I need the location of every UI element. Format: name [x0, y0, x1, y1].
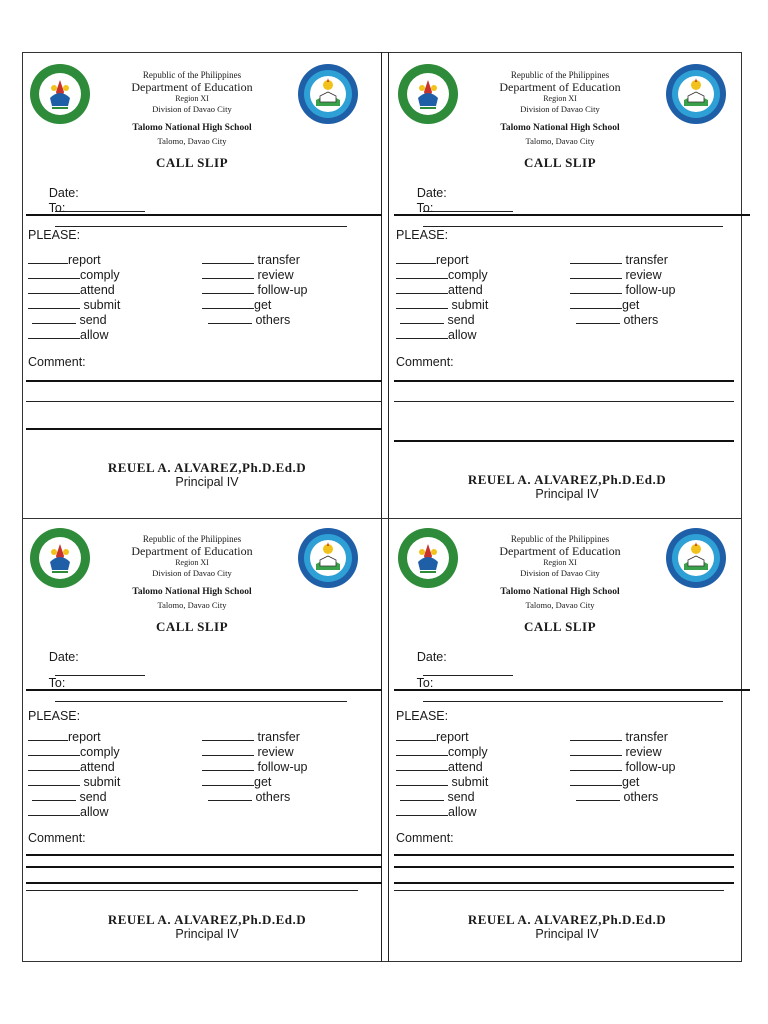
- option-send[interactable]: send: [400, 789, 475, 804]
- principal-position: Principal IV: [175, 475, 239, 489]
- principal-name: REUEL A. ALVAREZ,Ph.D.Ed.D: [107, 912, 307, 927]
- option-review[interactable]: review: [202, 267, 294, 282]
- to-label: To:: [416, 676, 434, 690]
- option-follow-up[interactable]: follow-up: [202, 759, 308, 774]
- department-text: Department of Education: [499, 80, 621, 94]
- to-label: To:: [48, 676, 66, 690]
- option-transfer[interactable]: transfer: [202, 729, 300, 744]
- option-attend[interactable]: attend: [396, 759, 483, 774]
- school-name: Talomo National High School: [132, 123, 252, 133]
- option-attend[interactable]: attend: [396, 282, 483, 297]
- option-submit[interactable]: submit: [396, 774, 488, 789]
- to-field[interactable]: [55, 215, 347, 227]
- principal-name: REUEL A. ALVAREZ,Ph.D.Ed.D: [107, 460, 307, 475]
- to-label: To:: [48, 201, 66, 215]
- option-attend[interactable]: attend: [28, 759, 115, 774]
- slip-title: CALL SLIP: [523, 619, 597, 634]
- option-report[interactable]: report: [28, 729, 101, 744]
- slip-title: CALL SLIP: [155, 155, 229, 170]
- to-label: To:: [416, 201, 434, 215]
- principal-name: REUEL A. ALVAREZ,Ph.D.Ed.D: [467, 912, 667, 927]
- please-label: PLEASE:: [28, 228, 81, 242]
- option-submit[interactable]: submit: [28, 774, 120, 789]
- option-allow[interactable]: allow: [28, 327, 109, 342]
- date-label: Date:: [48, 650, 79, 664]
- school-location: Talomo, Davao City: [157, 600, 227, 610]
- header-rule: [394, 689, 750, 691]
- davao-division-seal-icon: [396, 62, 460, 126]
- comment-label: Comment:: [28, 831, 86, 845]
- comment-line[interactable]: [394, 401, 734, 402]
- call-slip-3: [22, 516, 378, 982]
- division-text: Division of Davao City: [152, 104, 232, 114]
- comment-line[interactable]: [394, 440, 734, 442]
- option-send[interactable]: send: [400, 312, 475, 327]
- to-field[interactable]: [55, 690, 347, 702]
- department-text: Department of Education: [131, 80, 253, 94]
- option-comply[interactable]: comply: [396, 744, 488, 759]
- school-location: Talomo, Davao City: [157, 136, 227, 146]
- option-others[interactable]: others: [208, 789, 290, 804]
- principal-position: Principal IV: [535, 487, 599, 501]
- please-label: PLEASE:: [396, 709, 449, 723]
- option-others[interactable]: others: [576, 789, 658, 804]
- option-comply[interactable]: comply: [28, 267, 120, 282]
- comment-line[interactable]: [26, 890, 358, 891]
- comment-line[interactable]: [26, 854, 382, 856]
- region-text: Region XI: [175, 94, 209, 103]
- school-seal-icon: [664, 62, 728, 126]
- school-location: Talomo, Davao City: [525, 600, 595, 610]
- comment-line[interactable]: [26, 866, 382, 868]
- comment-line[interactable]: [394, 882, 734, 884]
- comment-line[interactable]: [26, 401, 382, 402]
- option-get[interactable]: get: [570, 774, 639, 789]
- region-text: Region XI: [175, 558, 209, 567]
- please-label: PLEASE:: [396, 228, 449, 242]
- date-label: Date:: [416, 650, 447, 664]
- to-field[interactable]: [423, 690, 723, 702]
- comment-line[interactable]: [394, 854, 734, 856]
- option-review[interactable]: review: [202, 744, 294, 759]
- call-slip-1: [22, 52, 378, 518]
- option-send[interactable]: send: [32, 312, 107, 327]
- option-review[interactable]: review: [570, 744, 662, 759]
- option-get[interactable]: get: [202, 774, 271, 789]
- to-field[interactable]: [423, 215, 723, 227]
- republic-text: Republic of the Philippines: [510, 70, 610, 80]
- division-text: Division of Davao City: [152, 568, 232, 578]
- date-label: Date:: [48, 186, 79, 200]
- slip-title: CALL SLIP: [523, 155, 597, 170]
- school-seal-icon: [296, 526, 360, 590]
- principal-position: Principal IV: [535, 927, 599, 941]
- region-text: Region XI: [543, 94, 577, 103]
- slip-title: CALL SLIP: [155, 619, 229, 634]
- option-allow[interactable]: allow: [396, 327, 477, 342]
- comment-line[interactable]: [26, 380, 382, 382]
- principal-name: REUEL A. ALVAREZ,Ph.D.Ed.D: [467, 472, 667, 487]
- republic-text: Republic of the Philippines: [142, 70, 242, 80]
- option-review[interactable]: review: [570, 267, 662, 282]
- department-text: Department of Education: [131, 544, 253, 558]
- department-text: Department of Education: [499, 544, 621, 558]
- header-rule: [26, 214, 382, 216]
- option-others[interactable]: others: [208, 312, 290, 327]
- option-others[interactable]: others: [576, 312, 658, 327]
- vertical-divider: [381, 52, 389, 962]
- comment-label: Comment:: [28, 355, 86, 369]
- option-submit[interactable]: submit: [28, 297, 120, 312]
- school-seal-icon: [296, 62, 360, 126]
- division-text: Division of Davao City: [520, 104, 600, 114]
- principal-position: Principal IV: [175, 927, 239, 941]
- option-comply[interactable]: comply: [396, 267, 488, 282]
- option-transfer[interactable]: transfer: [570, 252, 668, 267]
- davao-division-seal-icon: [396, 526, 460, 590]
- call-slip-2: [390, 52, 746, 518]
- date-label: Date:: [416, 186, 447, 200]
- republic-text: Republic of the Philippines: [142, 534, 242, 544]
- comment-line[interactable]: [394, 866, 734, 868]
- option-report[interactable]: report: [396, 252, 469, 267]
- call-slip-4: [390, 516, 746, 982]
- comment-line[interactable]: [394, 380, 734, 382]
- header-rule: [26, 689, 382, 691]
- option-follow-up[interactable]: follow-up: [570, 759, 676, 774]
- please-label: PLEASE:: [28, 709, 81, 723]
- option-allow[interactable]: allow: [396, 804, 477, 819]
- republic-text: Republic of the Philippines: [510, 534, 610, 544]
- school-name: Talomo National High School: [132, 587, 252, 597]
- comment-label: Comment:: [396, 355, 454, 369]
- option-transfer[interactable]: transfer: [570, 729, 668, 744]
- school-name: Talomo National High School: [500, 123, 620, 133]
- davao-division-seal-icon: [28, 526, 92, 590]
- comment-label: Comment:: [396, 831, 454, 845]
- school-seal-icon: [664, 526, 728, 590]
- option-allow[interactable]: allow: [28, 804, 109, 819]
- option-report[interactable]: report: [28, 252, 101, 267]
- division-text: Division of Davao City: [520, 568, 600, 578]
- option-transfer[interactable]: transfer: [202, 252, 300, 267]
- comment-line[interactable]: [26, 428, 382, 430]
- option-follow-up[interactable]: follow-up: [570, 282, 676, 297]
- comment-line[interactable]: [394, 890, 724, 891]
- school-name: Talomo National High School: [500, 587, 620, 597]
- option-comply[interactable]: comply: [28, 744, 120, 759]
- option-submit[interactable]: submit: [396, 297, 488, 312]
- option-get[interactable]: get: [202, 297, 271, 312]
- option-send[interactable]: send: [32, 789, 107, 804]
- header-rule: [394, 214, 750, 216]
- region-text: Region XI: [543, 558, 577, 567]
- school-location: Talomo, Davao City: [525, 136, 595, 146]
- davao-division-seal-icon: [28, 62, 92, 126]
- option-report[interactable]: report: [396, 729, 469, 744]
- option-follow-up[interactable]: follow-up: [202, 282, 308, 297]
- comment-line[interactable]: [26, 882, 382, 884]
- option-attend[interactable]: attend: [28, 282, 115, 297]
- option-get[interactable]: get: [570, 297, 639, 312]
